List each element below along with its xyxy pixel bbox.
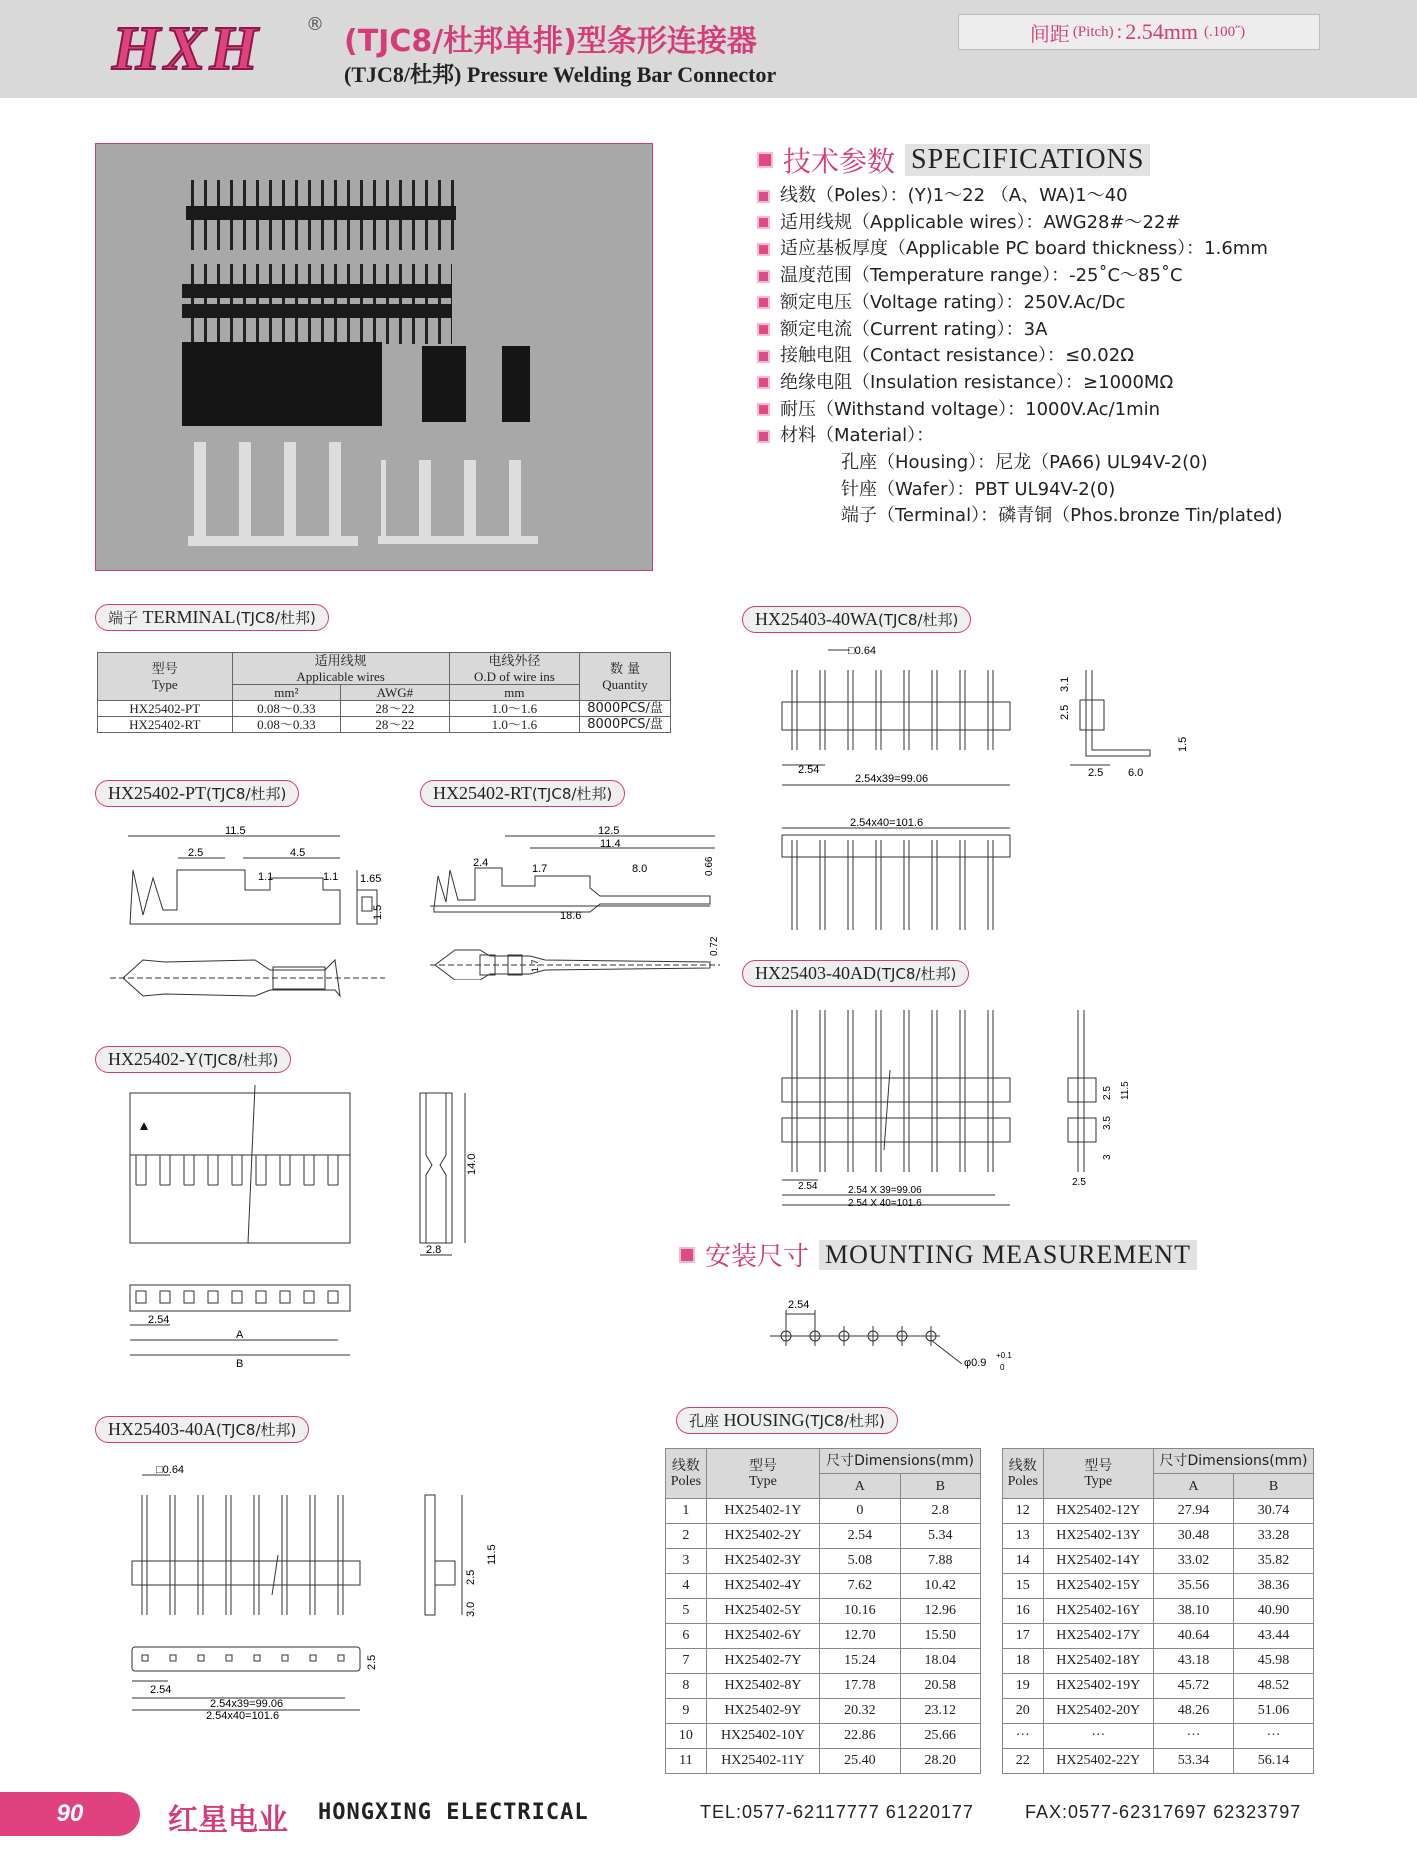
product-photo [95, 143, 653, 571]
table-cell: 38.36 [1233, 1574, 1313, 1599]
table-cell: 10.42 [900, 1574, 980, 1599]
svg-text:14.0: 14.0 [466, 1153, 478, 1175]
table-row [666, 1549, 981, 1574]
table-row [666, 1724, 981, 1749]
svg-text:1.7: 1.7 [532, 863, 548, 875]
housing-label: 孔座 HOUSING(TJC8/杜邦) [676, 1407, 898, 1434]
table-cell: 14 [1003, 1549, 1044, 1574]
svg-text:11.5: 11.5 [225, 825, 246, 837]
svg-text:1.5: 1.5 [1177, 736, 1189, 752]
table-row [666, 1649, 981, 1674]
table-row [1003, 1524, 1314, 1549]
table-cell: HX25402-22Y [1043, 1749, 1153, 1774]
table-row [1003, 1749, 1314, 1774]
table-cell: 16 [1003, 1599, 1044, 1624]
square-bullet-icon [757, 216, 770, 229]
svg-text:□0.64: □0.64 [156, 1464, 185, 1476]
spec-title-en: SPECIFICATIONS [905, 144, 1150, 176]
page-title-en: (TJC8/杜邦) Pressure Welding Bar Connector [344, 62, 777, 87]
wa40-header-drawing [770, 640, 1200, 930]
table-cell: 27.94 [1153, 1499, 1233, 1524]
table-cell: 15.50 [900, 1624, 980, 1649]
table-cell: HX25402-19Y [1043, 1674, 1153, 1699]
svg-text:2.5: 2.5 [1059, 704, 1071, 720]
table-row [666, 1699, 981, 1724]
table-cell: HX25402-13Y [1043, 1524, 1153, 1549]
table-cell: 33.28 [1233, 1524, 1313, 1549]
table-cell: 9 [666, 1699, 707, 1724]
table-cell: 30.74 [1233, 1499, 1313, 1524]
table-row: HX25402-RT 0.08～0.33 28～22 1.0～1.6 8000PCS/盘 [98, 717, 671, 733]
table-cell: 22 [1003, 1749, 1044, 1774]
svg-text:2.5: 2.5 [1088, 767, 1104, 779]
table-cell: 48.26 [1153, 1699, 1233, 1724]
table-cell: 45.98 [1233, 1649, 1313, 1674]
svg-text:1.1: 1.1 [258, 871, 274, 883]
svg-text:6.0: 6.0 [1128, 767, 1144, 779]
table-cell: HX25402-8Y [706, 1674, 819, 1699]
table-cell: 1 [666, 1499, 707, 1524]
pitch-inch: (.100˝) [1203, 23, 1246, 40]
table-cell: HX25402-11Y [706, 1749, 819, 1774]
table-cell: ··· [1043, 1724, 1153, 1749]
a40-header-drawing [120, 1455, 520, 1725]
square-bullet-icon [679, 1247, 695, 1263]
svg-text:2.5: 2.5 [1102, 1086, 1113, 1100]
svg-text:12.5: 12.5 [598, 825, 620, 837]
table-row [666, 1749, 981, 1774]
y-label: HX25402-Y(TJC8/杜邦) [95, 1046, 291, 1073]
table-cell: HX25402-2Y [706, 1524, 819, 1549]
terminal-table: 型号 Type 适用线规 Applicable wires 电线外径 O.D of wire ins 数 量 Quantity mm² AWG# mm HX25402-PT 0.08～0.33 28～22 1.0～1.6 8000PCS/盘 HX25402-RT 0.08～0.33 28～22 1.0～1.6 8000PCS/盘 [97, 652, 671, 733]
svg-text:3.5: 3.5 [1102, 1116, 1113, 1130]
terminal-label: 端子 TERMINAL(TJC8/杜邦) [95, 604, 329, 631]
table-cell: HX25402-10Y [706, 1724, 819, 1749]
registered-mark: ® [306, 14, 324, 35]
table-row [666, 1524, 981, 1549]
table-cell: 25.66 [900, 1724, 980, 1749]
table-cell: 40.64 [1153, 1624, 1233, 1649]
svg-text:11.5: 11.5 [486, 1544, 498, 1565]
svg-text:2.5: 2.5 [1072, 1177, 1086, 1188]
table-cell: 20 [1003, 1699, 1044, 1724]
table-cell: HX25402-7Y [706, 1649, 819, 1674]
svg-text:2.54: 2.54 [798, 1181, 818, 1192]
table-cell: 45.72 [1153, 1674, 1233, 1699]
table-cell: 5 [666, 1599, 707, 1624]
table-row [1003, 1549, 1314, 1574]
table-cell: 3 [666, 1549, 707, 1574]
svg-text:2.4: 2.4 [473, 857, 489, 869]
square-bullet-icon [757, 350, 770, 363]
table-cell: 40.90 [1233, 1599, 1313, 1624]
svg-text:+0.1: +0.1 [996, 1351, 1012, 1360]
table-cell: 15 [1003, 1574, 1044, 1599]
spec-title-cn: 技术参数 [783, 145, 896, 178]
table-row [666, 1674, 981, 1699]
spec-row: 耐压（Withstand voltage）：1000V.Ac/1min [757, 397, 1283, 424]
spec-row: 额定电流（Current rating）：3A [757, 317, 1283, 344]
page-number: 90 [0, 1792, 140, 1836]
square-bullet-icon [757, 152, 773, 168]
pitch-value: 2.54mm [1125, 19, 1198, 44]
table-cell: 48.52 [1233, 1674, 1313, 1699]
table-cell: HX25402-16Y [1043, 1599, 1153, 1624]
table-cell: 33.02 [1153, 1549, 1233, 1574]
spec-row: 线数（Poles）：(Y)1～22 （A、WA)1～40 [757, 183, 1283, 210]
table-row [1003, 1599, 1314, 1624]
table-cell: 35.56 [1153, 1574, 1233, 1599]
rt-label: HX25402-RT(TJC8/杜邦) [420, 780, 625, 807]
mounting-title-cn: 安装尺寸 [705, 1242, 810, 1272]
table-cell: 11 [666, 1749, 707, 1774]
table-cell: 17 [1003, 1624, 1044, 1649]
table-cell: HX25402-9Y [706, 1699, 819, 1724]
table-cell: 7.62 [820, 1574, 900, 1599]
y-housing-drawing [120, 1085, 500, 1375]
square-bullet-icon [757, 296, 770, 309]
svg-text:A: A [236, 1329, 244, 1341]
table-cell: 38.10 [1153, 1599, 1233, 1624]
table-cell: HX25402-1Y [706, 1499, 819, 1524]
footer-brand-cn: 红星电业 [168, 1803, 288, 1838]
table-cell: 12.70 [820, 1624, 900, 1649]
square-bullet-icon [757, 376, 770, 389]
table-cell: 17.78 [820, 1674, 900, 1699]
svg-text:8.0: 8.0 [632, 863, 648, 875]
table-cell: 53.34 [1153, 1749, 1233, 1774]
footer-tel: TEL:0577-62117777 61220177 [700, 1802, 974, 1822]
svg-text:2.54: 2.54 [150, 1684, 172, 1696]
table-cell: 2.54 [820, 1524, 900, 1549]
svg-text:18.6: 18.6 [560, 910, 582, 922]
table-cell: 18.04 [900, 1649, 980, 1674]
housing-table-right: 线数 Poles 型号 Type 尺寸Dimensions(mm) A B 12 HX25402-12Y 27.94 30.74 13 HX25402-13Y 30.48 33.28 14 HX25402-14Y 33.02 35.82 15 HX25402-15Y 35.56 38.36 16 HX25402-16Y 38.10 40.90 17 HX25402-17Y 40.64 43.44 18 HX25402-18Y 43.18 45.98 19 HX25402-19Y 45.72 48.52 20 HX25402-20Y 48.26 51.06 ··· ··· ··· ··· 22 HX25402-22Y 53.34 56.14 [1002, 1448, 1314, 1774]
table-cell: 2.8 [900, 1499, 980, 1524]
pt-terminal-drawing [95, 820, 385, 1000]
table-cell: 6 [666, 1624, 707, 1649]
wa40-label: HX25403-40WA(TJC8/杜邦) [742, 606, 971, 633]
table-cell: 43.18 [1153, 1649, 1233, 1674]
svg-text:2.5: 2.5 [465, 1569, 477, 1585]
table-cell: 0 [820, 1499, 900, 1524]
table-cell: HX25402-6Y [706, 1624, 819, 1649]
svg-text:B: B [236, 1358, 244, 1370]
pitch-colon: : [1116, 20, 1123, 43]
svg-text:2.54: 2.54 [788, 1299, 810, 1311]
product-photo-drawing [96, 144, 652, 570]
table-cell: 10 [666, 1724, 707, 1749]
table-cell: 4 [666, 1574, 707, 1599]
svg-text:0.72: 0.72 [709, 936, 720, 956]
brand-logo: HXH [112, 15, 262, 83]
table-row [1003, 1574, 1314, 1599]
table-row [1003, 1724, 1314, 1749]
table-cell: 2 [666, 1524, 707, 1549]
table-cell: HX25402-17Y [1043, 1624, 1153, 1649]
spec-material-row: 端子（Terminal）：磷青铜（Phos.bronze Tin/plated) [841, 505, 1283, 527]
spec-row: 接触电阻（Contact resistance）：≤0.02Ω [757, 343, 1283, 370]
spec-row: 适用线规（Applicable wires）：AWG28#～22# [757, 210, 1283, 237]
footer-brand-en: HONGXING ELECTRICAL [318, 1800, 589, 1825]
table-row [666, 1574, 981, 1599]
table-cell: HX25402-4Y [706, 1574, 819, 1599]
table-cell: 5.34 [900, 1524, 980, 1549]
svg-text:□0.64: □0.64 [848, 645, 877, 657]
svg-text:1.65: 1.65 [360, 873, 382, 885]
ad40-header-drawing [770, 1000, 1170, 1215]
svg-text:2.5: 2.5 [366, 1654, 378, 1670]
table-cell: 18 [1003, 1649, 1044, 1674]
pitch-en: (Pitch) [1072, 23, 1114, 40]
rt-terminal-drawing [420, 820, 720, 980]
table-cell: 22.86 [820, 1724, 900, 1749]
table-row [1003, 1499, 1314, 1524]
table-cell: HX25402-18Y [1043, 1649, 1153, 1674]
svg-text:0: 0 [1000, 1363, 1005, 1372]
svg-text:2.54: 2.54 [798, 764, 820, 776]
svg-text:2.54x40=101.6: 2.54x40=101.6 [850, 817, 924, 829]
svg-text:2.54x39=99.06: 2.54x39=99.06 [855, 773, 929, 785]
svg-text:φ0.9: φ0.9 [964, 1357, 987, 1369]
table-cell: 20.58 [900, 1674, 980, 1699]
table-cell: 10.16 [820, 1599, 900, 1624]
table-cell: 35.82 [1233, 1549, 1313, 1574]
mounting-heading [679, 1236, 1197, 1273]
svg-text:4.5: 4.5 [290, 847, 306, 859]
table-cell: 15.24 [820, 1649, 900, 1674]
square-bullet-icon [757, 243, 770, 256]
table-cell: ··· [1003, 1724, 1044, 1749]
square-bullet-icon [757, 190, 770, 203]
spec-row: 绝缘电阻（Insulation resistance）：≥1000MΩ [757, 370, 1283, 397]
table-row [666, 1599, 981, 1624]
pitch-badge [958, 14, 1320, 50]
svg-text:2.54x40=101.6: 2.54x40=101.6 [206, 1710, 280, 1722]
table-cell: HX25402-20Y [1043, 1699, 1153, 1724]
table-row [1003, 1699, 1314, 1724]
table-cell: 23.12 [900, 1699, 980, 1724]
table-cell: ··· [1233, 1724, 1313, 1749]
spec-row: 温度范围（Temperature range）：-25˚C～85˚C [757, 263, 1283, 290]
a40-label: HX25403-40A(TJC8/杜邦) [95, 1416, 309, 1443]
table-cell: HX25402-5Y [706, 1599, 819, 1624]
table-cell: 7.88 [900, 1549, 980, 1574]
pt-label: HX25402-PT(TJC8/杜邦) [95, 780, 299, 807]
svg-text:2.54 X 39=99.06: 2.54 X 39=99.06 [848, 1185, 922, 1196]
svg-text:2.8: 2.8 [426, 1244, 442, 1256]
table-cell: 25.40 [820, 1749, 900, 1774]
table-cell: 20.32 [820, 1699, 900, 1724]
table-row [1003, 1674, 1314, 1699]
housing-table-left: 线数 Poles 型号 Type 尺寸Dimensions(mm) A B 1 HX25402-1Y 0 2.8 2 HX25402-2Y 2.54 5.34 3 HX25402-3Y 5.08 7.88 4 HX25402-4Y 7.62 10.42 5 HX25402-5Y 10.16 12.96 6 HX25402-6Y 12.70 15.50 7 HX25402-7Y 15.24 18.04 8 HX25402-8Y 17.78 20.58 9 HX25402-9Y 20.32 23.12 10 HX25402-10Y 22.86 25.66 11 HX25402-11Y 25.40 28.20 [665, 1448, 981, 1774]
svg-text:2.54: 2.54 [148, 1314, 170, 1326]
table-cell: 7 [666, 1649, 707, 1674]
table-cell: HX25402-3Y [706, 1549, 819, 1574]
table-cell: HX25402-15Y [1043, 1574, 1153, 1599]
table-row [666, 1499, 981, 1524]
spec-heading [757, 140, 1150, 180]
table-cell: 12.96 [900, 1599, 980, 1624]
svg-text:1.7: 1.7 [530, 959, 540, 972]
table-cell: 43.44 [1233, 1624, 1313, 1649]
svg-text:3.1: 3.1 [1059, 676, 1071, 692]
svg-text:1.5: 1.5 [372, 904, 384, 920]
svg-text:11.4: 11.4 [600, 838, 621, 850]
table-row [666, 1624, 981, 1649]
spec-material-row: 孔座（Housing）：尼龙（PA66) UL94V-2(0) [841, 452, 1208, 474]
footer-fax: FAX:0577-62317697 62323797 [1025, 1802, 1302, 1822]
svg-text:0.66: 0.66 [704, 856, 715, 876]
square-bullet-icon [757, 430, 770, 443]
mounting-drawing [770, 1290, 1030, 1380]
ad40-label: HX25403-40AD(TJC8/杜邦) [742, 960, 969, 987]
table-cell: 8 [666, 1674, 707, 1699]
table-cell: 12 [1003, 1499, 1044, 1524]
svg-text:3.0: 3.0 [465, 1601, 477, 1617]
table-cell: 28.20 [900, 1749, 980, 1774]
pitch-label: 间距 [1029, 21, 1070, 46]
table-cell: 51.06 [1233, 1699, 1313, 1724]
mounting-title-en: MOUNTING MEASUREMENT [819, 1240, 1197, 1270]
svg-text:1.1: 1.1 [323, 871, 339, 883]
table-cell: 30.48 [1153, 1524, 1233, 1549]
svg-text:2.5: 2.5 [188, 847, 204, 859]
table-cell: HX25402-14Y [1043, 1549, 1153, 1574]
square-bullet-icon [757, 403, 770, 416]
table-cell: ··· [1153, 1724, 1233, 1749]
spec-row: 材料（Material）： [757, 423, 1283, 450]
table-cell: 5.08 [820, 1549, 900, 1574]
table-cell: 19 [1003, 1674, 1044, 1699]
spec-row: 额定电压（Voltage rating）：250V.Ac/Dc [757, 290, 1283, 317]
table-cell: 56.14 [1233, 1749, 1313, 1774]
table-row [1003, 1649, 1314, 1674]
spec-row: 适应基板厚度（Applicable PC board thickness）：1.6mm [757, 236, 1283, 263]
svg-text:2.54 X 40=101.6: 2.54 X 40=101.6 [848, 1198, 922, 1209]
table-row: HX25402-PT 0.08～0.33 28～22 1.0～1.6 8000PCS/盘 [98, 701, 671, 717]
svg-text:3: 3 [1102, 1154, 1113, 1160]
table-row [1003, 1624, 1314, 1649]
square-bullet-icon [757, 270, 770, 283]
table-cell: 13 [1003, 1524, 1044, 1549]
spec-material-row: 针座（Wafer）：PBT UL94V-2(0) [841, 478, 1116, 500]
spec-list [757, 183, 1283, 530]
svg-text:2.54x39=99.06: 2.54x39=99.06 [210, 1698, 284, 1710]
svg-text:11.5: 11.5 [1120, 1081, 1131, 1100]
table-cell: HX25402-12Y [1043, 1499, 1153, 1524]
square-bullet-icon [757, 323, 770, 336]
page-title-cn: (TJC8/杜邦单排)型条形连接器 [344, 24, 757, 59]
